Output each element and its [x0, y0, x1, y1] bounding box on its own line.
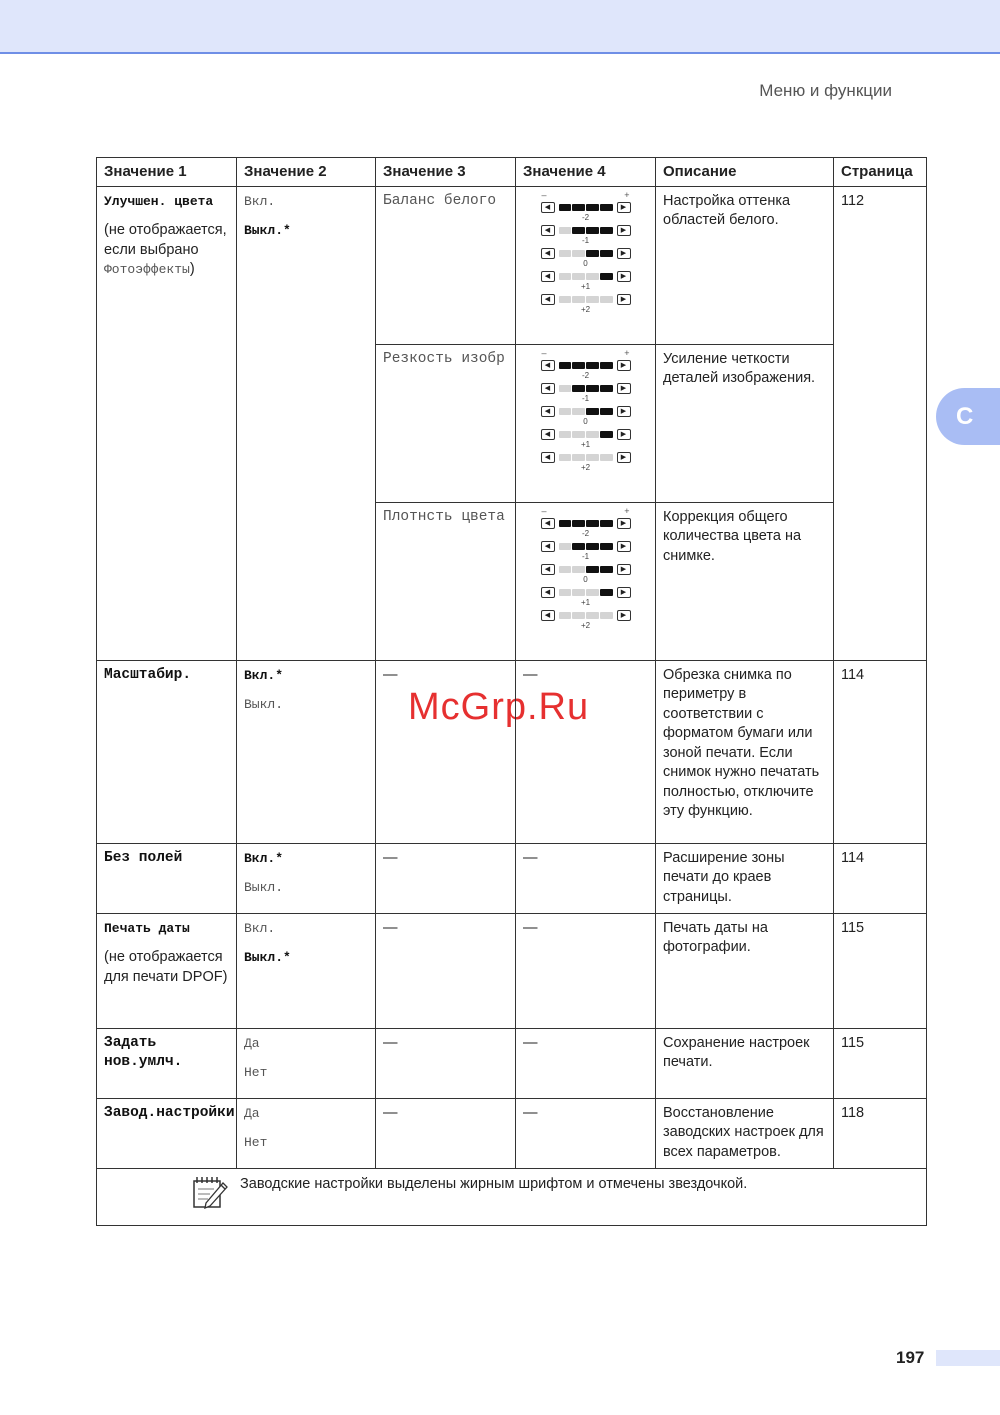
level-segment: [572, 543, 585, 550]
watermark: McGrp.Ru: [408, 686, 590, 728]
level-segment: [559, 296, 572, 303]
level-segment: [559, 589, 572, 596]
table-row: [97, 1098, 927, 1168]
level-segment: [572, 273, 585, 280]
right-arrow-icon: ▶: [617, 360, 631, 371]
slider-row: [541, 360, 631, 371]
minus-label: –: [541, 189, 547, 200]
left-arrow-icon: ◀: [541, 587, 555, 598]
level-segment: [586, 250, 599, 257]
value-4: —: [516, 660, 656, 843]
level-segment: [600, 612, 613, 619]
slider-row: [541, 406, 631, 417]
level-segment: [572, 589, 585, 596]
level-label: +2: [580, 620, 591, 630]
level-segment: [600, 250, 613, 257]
options-cell: [237, 660, 376, 843]
level-segment: [572, 385, 585, 392]
footer-note-row: [97, 1168, 927, 1226]
table-row: [97, 913, 927, 1028]
setting-name: Масштабир.: [97, 660, 237, 843]
right-arrow-icon: ▶: [617, 587, 631, 598]
level-segment: [572, 250, 585, 257]
left-arrow-icon: ◀: [541, 360, 555, 371]
slider-row: [541, 518, 631, 529]
level-bar: [559, 520, 613, 527]
option-value-default: Выкл.*: [244, 950, 291, 965]
level-segment: [559, 612, 572, 619]
level-segment: [559, 408, 572, 415]
setting-name: Улучшен. цвета: [104, 193, 214, 209]
option-value: Вкл.: [244, 920, 276, 936]
level-label: 0: [583, 416, 588, 426]
value-4: —: [516, 913, 656, 1028]
level-bar: [559, 273, 613, 280]
level-segment: [572, 408, 585, 415]
level-segment: [600, 385, 613, 392]
level-label: +2: [580, 304, 591, 314]
left-arrow-icon: ◀: [541, 541, 555, 552]
description: Расширение зоны печати до краев страницы.: [656, 843, 834, 913]
level-label: +1: [580, 281, 591, 291]
setting-note: (не отображается для печати DPOF): [104, 949, 228, 985]
level-segment: [559, 227, 572, 234]
level-label: -1: [581, 551, 590, 561]
level-segment: [600, 273, 613, 280]
right-arrow-icon: ▶: [617, 518, 631, 529]
setting-name-cell: [97, 913, 237, 1028]
level-segment: [572, 431, 585, 438]
level-segment: [586, 520, 599, 527]
left-arrow-icon: ◀: [541, 564, 555, 575]
table-row: [97, 186, 927, 344]
level-segment: [600, 520, 613, 527]
level-bar: [559, 362, 613, 369]
description: Настройка оттенка областей белого.: [656, 186, 834, 344]
setting-note: (не отображается, если выбрано Фотоэффекты): [104, 222, 227, 277]
sub-setting-name: Резкость изобр: [376, 344, 516, 502]
level-segment: [559, 250, 572, 257]
level-segment: [572, 454, 585, 461]
level-label: 0: [583, 574, 588, 584]
slider-cell: [516, 344, 656, 502]
level-segment: [586, 204, 599, 211]
menu-table: [96, 157, 927, 1226]
options-cell: [237, 913, 376, 1028]
level-segment: [600, 204, 613, 211]
description: Сохранение настроек печати.: [656, 1028, 834, 1098]
minus-plus-labels: [538, 191, 634, 199]
level-segment: [586, 589, 599, 596]
col-header: Страница: [834, 158, 927, 187]
page-number: 197: [896, 1348, 925, 1367]
right-arrow-icon: ▶: [617, 452, 631, 463]
slider-row: [541, 383, 631, 394]
footer-note-text: Заводские настройки выделены жирным шрифтом и отмечены звездочкой.: [240, 1175, 748, 1192]
option-value-default: Вкл.*: [244, 850, 284, 866]
slider-row: [541, 271, 631, 282]
setting-name: Завод.настройки: [97, 1098, 237, 1168]
page-ref: 112: [834, 186, 927, 660]
level-segment: [559, 362, 572, 369]
page-bar: [936, 1350, 1000, 1366]
level-label: +1: [580, 439, 591, 449]
option-value-default: Выкл.*: [244, 223, 291, 238]
table-header-row: [97, 158, 927, 187]
plus-label: +: [624, 505, 630, 516]
level-segment: [600, 589, 613, 596]
level-segment: [600, 227, 613, 234]
description: Обрезка снимка по периметру в соответствии с форматом бумаги или зоной печати. Если снимок нужно печатать полностью, отключите эту функцию.: [656, 660, 834, 843]
right-arrow-icon: ▶: [617, 202, 631, 213]
level-segment: [586, 543, 599, 550]
level-bar: [559, 612, 613, 619]
level-label: -2: [581, 212, 590, 222]
options-cell: [237, 186, 376, 660]
options-cell: [237, 1098, 376, 1168]
slider-row: [541, 587, 631, 598]
level-segment: [572, 296, 585, 303]
level-segment: [586, 408, 599, 415]
footer-note-cell: [97, 1168, 927, 1226]
right-arrow-icon: ▶: [617, 406, 631, 417]
left-arrow-icon: ◀: [541, 294, 555, 305]
note-pencil-icon: [192, 1175, 228, 1216]
slider-row: [541, 202, 631, 213]
plus-label: +: [624, 347, 630, 358]
sub-setting-name: Плотнсть цвета: [376, 502, 516, 660]
option-value: Да: [244, 1105, 260, 1121]
left-arrow-icon: ◀: [541, 518, 555, 529]
level-segment: [586, 566, 599, 573]
value-3: —: [376, 913, 516, 1028]
level-bar: [559, 431, 613, 438]
setting-name: Задать нов.умлч.: [97, 1028, 237, 1098]
page-ref: 115: [834, 1028, 927, 1098]
option-value: Да: [244, 1035, 260, 1051]
level-bar: [559, 385, 613, 392]
plus-label: +: [624, 189, 630, 200]
level-segment: [586, 431, 599, 438]
chapter-tab: C: [936, 388, 1000, 445]
col-header: Описание: [656, 158, 834, 187]
table-row: [97, 660, 927, 843]
level-label: +2: [580, 462, 591, 472]
table-row: [97, 1028, 927, 1098]
level-segment: [586, 385, 599, 392]
col-header: Значение 3: [376, 158, 516, 187]
option-value-default: Вкл.*: [244, 667, 284, 683]
left-arrow-icon: ◀: [541, 271, 555, 282]
description: Усиление четкости деталей изображения.: [656, 344, 834, 502]
left-arrow-icon: ◀: [541, 202, 555, 213]
col-header: Значение 4: [516, 158, 656, 187]
right-arrow-icon: ▶: [617, 610, 631, 621]
right-arrow-icon: ▶: [617, 225, 631, 236]
level-segment: [572, 520, 585, 527]
slider-row: [541, 429, 631, 440]
level-label: +1: [580, 597, 591, 607]
level-segment: [572, 612, 585, 619]
section-title: Меню и функции: [759, 81, 892, 100]
minus-plus-labels: [538, 349, 634, 357]
setting-name: Без полей: [97, 843, 237, 913]
level-bar: [559, 204, 613, 211]
level-label: -1: [581, 393, 590, 403]
slider-row: [541, 452, 631, 463]
level-segment: [586, 273, 599, 280]
level-segment: [586, 227, 599, 234]
minus-plus-labels: [538, 507, 634, 515]
setting-name-cell: [97, 186, 237, 660]
option-value: Вкл.: [244, 193, 276, 209]
page-ref: 118: [834, 1098, 927, 1168]
level-segment: [572, 566, 585, 573]
option-value: Нет: [244, 1135, 268, 1150]
level-segment: [559, 520, 572, 527]
level-segment: [572, 362, 585, 369]
right-arrow-icon: ▶: [617, 248, 631, 259]
value-3: —: [376, 1098, 516, 1168]
level-segment: [600, 543, 613, 550]
slider-row: [541, 248, 631, 259]
level-segment: [559, 543, 572, 550]
right-arrow-icon: ▶: [617, 271, 631, 282]
page-ref: 114: [834, 843, 927, 913]
level-bar: [559, 296, 613, 303]
value-3: —: [376, 1028, 516, 1098]
top-banner: [0, 0, 1000, 54]
left-arrow-icon: ◀: [541, 429, 555, 440]
sub-setting-name: Баланс белого: [376, 186, 516, 344]
value-3: —: [376, 660, 516, 843]
left-arrow-icon: ◀: [541, 225, 555, 236]
level-segment: [586, 296, 599, 303]
level-segment: [600, 408, 613, 415]
options-cell: [237, 843, 376, 913]
left-arrow-icon: ◀: [541, 610, 555, 621]
slider-row: [541, 541, 631, 552]
level-label: 0: [583, 258, 588, 268]
option-value: Выкл.: [244, 697, 284, 712]
slider-cell: [516, 502, 656, 660]
right-arrow-icon: ▶: [617, 383, 631, 394]
page-ref: 115: [834, 913, 927, 1028]
slider-row: [541, 610, 631, 621]
level-segment: [559, 204, 572, 211]
level-bar: [559, 408, 613, 415]
value-3: —: [376, 843, 516, 913]
table-row: [97, 843, 927, 913]
value-4: —: [516, 1098, 656, 1168]
right-arrow-icon: ▶: [617, 429, 631, 440]
level-segment: [600, 566, 613, 573]
level-bar: [559, 454, 613, 461]
description: Печать даты на фотографии.: [656, 913, 834, 1028]
level-segment: [586, 612, 599, 619]
col-header: Значение 2: [237, 158, 376, 187]
level-segment: [559, 431, 572, 438]
minus-label: –: [541, 347, 547, 358]
slider-cell: [516, 186, 656, 344]
level-segment: [600, 431, 613, 438]
right-arrow-icon: ▶: [617, 541, 631, 552]
level-segment: [586, 362, 599, 369]
setting-name: Печать даты: [104, 920, 190, 936]
right-arrow-icon: ▶: [617, 564, 631, 575]
level-bar: [559, 250, 613, 257]
value-4: —: [516, 843, 656, 913]
level-segment: [600, 362, 613, 369]
left-arrow-icon: ◀: [541, 383, 555, 394]
description: Восстановление заводских настроек для всех параметров.: [656, 1098, 834, 1168]
level-label: -1: [581, 235, 590, 245]
right-arrow-icon: ▶: [617, 294, 631, 305]
left-arrow-icon: ◀: [541, 248, 555, 259]
level-segment: [572, 227, 585, 234]
slider-row: [541, 564, 631, 575]
level-segment: [572, 204, 585, 211]
option-value: Нет: [244, 1065, 268, 1080]
minus-label: –: [541, 505, 547, 516]
slider-row: [541, 294, 631, 305]
level-bar: [559, 566, 613, 573]
description: Коррекция общего количества цвета на снимке.: [656, 502, 834, 660]
level-segment: [559, 385, 572, 392]
option-value: Выкл.: [244, 880, 284, 895]
col-header: Значение 1: [97, 158, 237, 187]
level-label: -2: [581, 370, 590, 380]
value-4: —: [516, 1028, 656, 1098]
slider-row: [541, 225, 631, 236]
left-arrow-icon: ◀: [541, 452, 555, 463]
left-arrow-icon: ◀: [541, 406, 555, 417]
level-segment: [600, 296, 613, 303]
level-label: -2: [581, 528, 590, 538]
level-bar: [559, 227, 613, 234]
level-segment: [559, 273, 572, 280]
level-segment: [559, 566, 572, 573]
level-bar: [559, 589, 613, 596]
level-segment: [559, 454, 572, 461]
options-cell: [237, 1028, 376, 1098]
level-bar: [559, 543, 613, 550]
level-segment: [586, 454, 599, 461]
level-segment: [600, 454, 613, 461]
page-ref: 114: [834, 660, 927, 843]
